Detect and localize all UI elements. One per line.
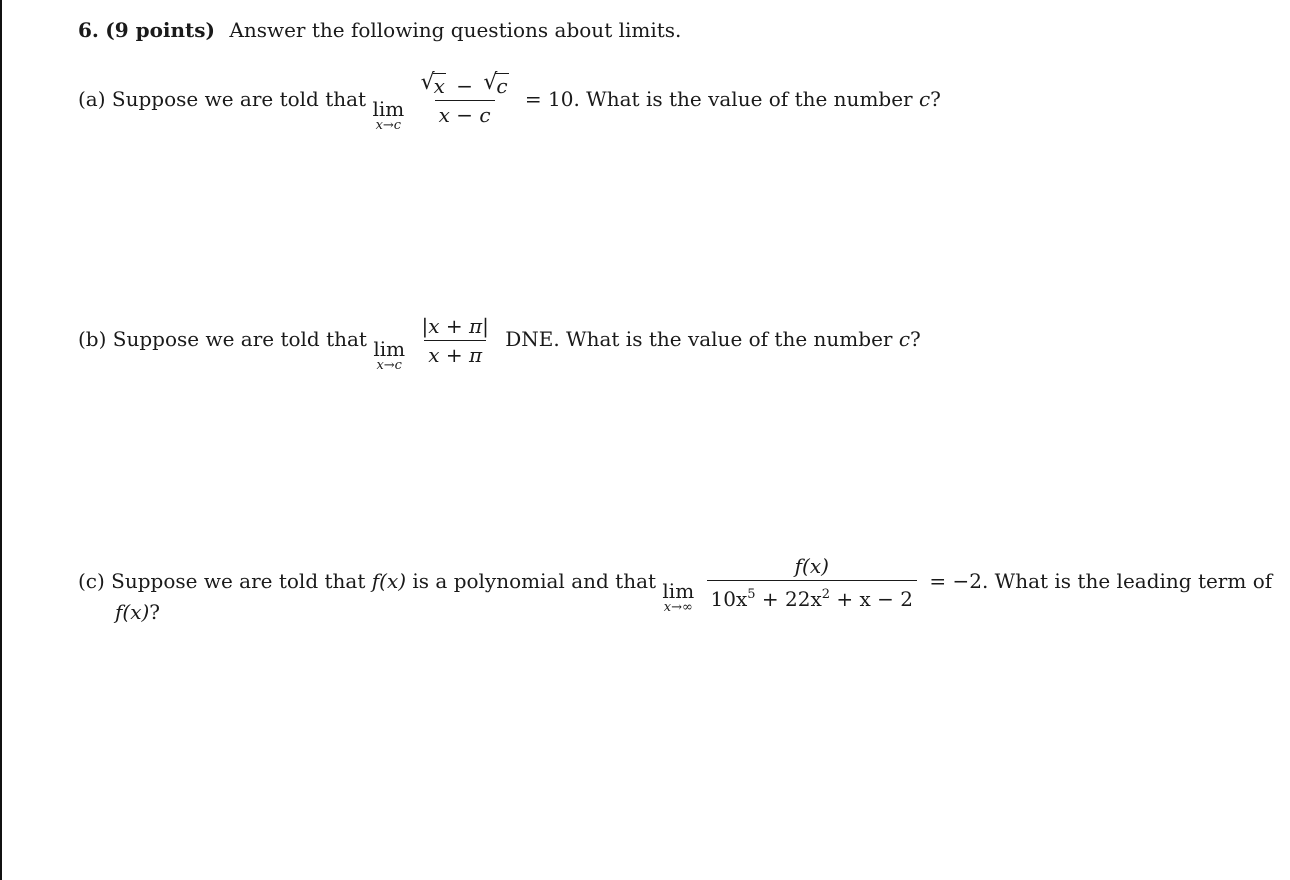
part-c-fraction [707,554,917,611]
part-b-lim-word: lim [373,337,406,361]
part-c-suffix: = −2. What is the leading term of [929,569,1273,593]
part-c [78,554,1273,615]
part-a-fraction [417,70,513,127]
part-c-lim-subscript: x→∞ [663,600,693,615]
part-c-denominator: $10x^5 + 22x^2 + x - 2$ [707,580,917,611]
part-c-label: (c) [78,569,105,593]
part-a-lim-word: lim [372,97,405,121]
part-b-label: (b) [78,327,107,351]
part-c-fx: f(x) [371,569,407,593]
part-a: (a) Suppose we are told that lim x→c √ x − √ c x − c = 10. What is the value of the number c? [78,70,941,133]
part-b-suffix: DNE. What is the value of the number [505,327,893,351]
part-b-numerator: |x + π| [421,314,489,338]
part-c-middle: is a polynomial and that [412,569,657,593]
part-b-lim-subscript: x→c [376,358,402,373]
part-a-label: (a) [78,87,106,111]
question-header [78,18,681,42]
part-a-lim-subscript: x→c [375,118,402,133]
part-c-line2: f(x)? [115,600,161,624]
part-b-denominator: x + π [424,340,486,367]
part-a-prefix: Suppose we are told that [111,87,367,111]
question-instruction: Answer the following questions about limits. [229,18,682,42]
part-b-limit [373,337,406,373]
part-b-fraction [417,314,492,367]
sqrt-c: √ c [483,70,508,98]
part-a-limit [372,97,405,133]
part-a-denominator: x − c [435,100,495,127]
part-c-limit [662,579,695,615]
part-a-numerator: √ x − √ c [420,70,508,98]
part-a-suffix: = 10. What is the value of the number [524,87,913,111]
part-b-prefix: Suppose we are told that [112,327,367,351]
part-c-prefix: Suppose we are told that [111,569,366,593]
question-points: (9 points) [105,18,216,42]
part-a-var: c [918,87,931,111]
part-b: (b) Suppose we are told that lim x→c $\frac{|x + \pi|}{x + \pi}$ DNE. What is the value of the number c? [78,314,921,373]
question-number: 6. [78,18,99,42]
part-c-line2-fx: f(x) [115,600,150,624]
sqrt-x: √ x [420,70,445,98]
part-c-numerator: f(x) [794,554,829,578]
part-c-lim-word: lim [662,579,695,603]
page-left-edge [0,0,2,880]
part-b-var: c [898,327,911,351]
